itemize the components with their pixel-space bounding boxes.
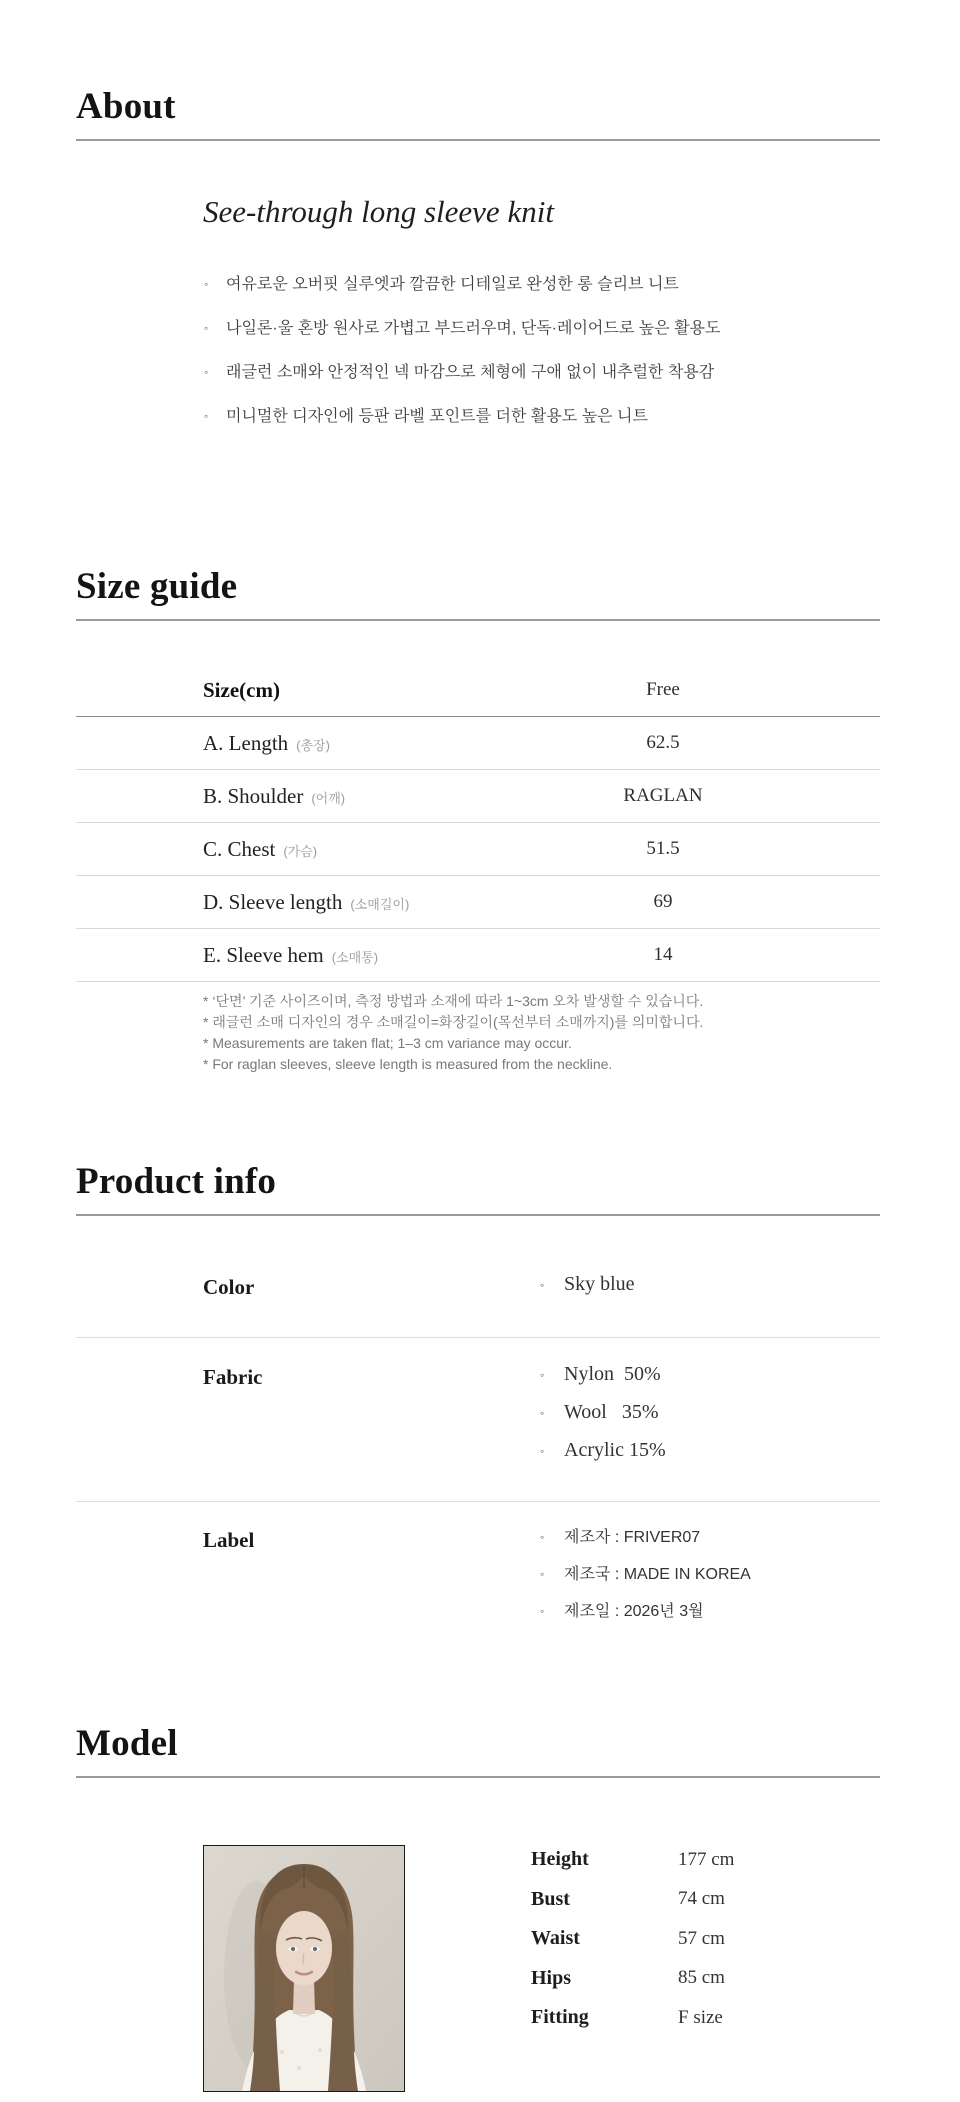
section-divider — [76, 619, 880, 621]
circle-bullet-icon: ◦ — [204, 365, 209, 379]
list-item — [540, 1394, 880, 1432]
color-row — [76, 1216, 880, 1338]
fabric-label: Fabric — [203, 1365, 263, 1389]
fabric-row — [76, 1338, 880, 1502]
measure-sublabel: (소매통) — [331, 949, 379, 965]
size-guide-heading: Size guide — [76, 566, 238, 607]
section-divider — [76, 1776, 880, 1778]
model-stats — [531, 1840, 734, 2038]
stat-value: 85 cm — [678, 1967, 725, 1989]
fabric-value: Acrylic 15% — [564, 1439, 666, 1461]
list-item — [204, 319, 880, 339]
fabric-value: Nylon 50% — [564, 1363, 661, 1385]
circle-bullet-icon: ◦ — [204, 409, 209, 423]
label-row — [76, 1502, 880, 1660]
footnote: * 래글런 소매 디자인의 경우 소매길이=화장길이(목선부터 소매까지)를 의미합니다. — [203, 1014, 704, 1030]
measure-sublabel: (어깨) — [311, 790, 346, 806]
date-value: 제조일 : 2026년 3월 — [564, 1603, 704, 1620]
circle-bullet-icon: ◦ — [540, 1368, 545, 1382]
country-value: 제조국 : MADE IN KOREA — [564, 1566, 751, 1583]
list-item — [204, 363, 880, 383]
model-portrait-illustration — [204, 1846, 404, 2091]
stat-label: Bust — [531, 1887, 570, 1910]
stat-value: 57 cm — [678, 1927, 725, 1949]
label-label: Label — [203, 1528, 255, 1552]
section-divider — [76, 139, 880, 141]
size-table-header-row — [76, 664, 880, 717]
about-bullet-text: 미니멀한 디자인에 등판 라벨 포인트를 더한 활용도 높은 니트 — [226, 408, 648, 425]
footnote: * For raglan sleeves, sleeve length is measured from the neckline. — [203, 1056, 613, 1072]
measure-value: 51.5 — [646, 838, 680, 859]
list-item — [204, 407, 880, 427]
list-item — [540, 1432, 880, 1470]
size-guide-section — [76, 565, 880, 1075]
size-column-header: Size(cm) — [203, 677, 280, 702]
fabric-value: Wool 35% — [564, 1401, 659, 1423]
stat-label: Fitting — [531, 2006, 589, 2029]
list-item — [540, 1556, 880, 1593]
table-row — [76, 717, 880, 770]
table-row — [76, 876, 880, 929]
list-item — [540, 1266, 880, 1304]
stat-value: 74 cm — [678, 1888, 725, 1910]
about-bullet-list — [204, 275, 880, 427]
stat-row — [531, 1959, 734, 1999]
circle-bullet-icon: ◦ — [204, 277, 209, 291]
measure-sublabel: (소매길이) — [350, 896, 410, 912]
model-photo — [203, 1845, 405, 2092]
color-label: Color — [203, 1275, 255, 1299]
list-item — [540, 1593, 880, 1630]
measure-value: RAGLAN — [623, 785, 703, 806]
circle-bullet-icon: ◦ — [540, 1406, 545, 1420]
free-column-header: Free — [646, 679, 680, 700]
measure-label: D. Sleeve length — [203, 889, 343, 914]
list-item — [204, 275, 880, 295]
circle-bullet-icon: ◦ — [540, 1444, 545, 1458]
measure-sublabel: (가슴) — [283, 843, 318, 859]
list-item — [540, 1356, 880, 1394]
measure-label: B. Shoulder — [203, 783, 304, 808]
stat-label: Hips — [531, 1966, 572, 1989]
stat-row — [531, 1998, 734, 2038]
product-title: See-through long sleeve knit — [203, 194, 554, 229]
circle-bullet-icon: ◦ — [540, 1604, 545, 1618]
circle-bullet-icon: ◦ — [540, 1567, 545, 1581]
table-row — [76, 770, 880, 823]
about-bullet-text: 래글런 소매와 안정적인 넥 마감으로 체형에 구애 없이 내추럴한 착용감 — [226, 364, 715, 381]
size-guide-footnotes — [76, 991, 880, 1075]
footnote: * Measurements are taken flat; 1–3 cm variance may occur. — [203, 1035, 572, 1051]
table-row — [76, 823, 880, 876]
table-row — [76, 929, 880, 982]
manufacturer-value: 제조자 : FRIVER07 — [564, 1529, 701, 1546]
measure-value: 14 — [653, 944, 673, 965]
about-section — [76, 85, 880, 451]
list-item — [540, 1519, 880, 1556]
stat-row — [531, 1919, 734, 1959]
measure-label: A. Length — [203, 730, 289, 755]
stat-row — [531, 1840, 734, 1880]
about-bullet-text: 여유로운 오버핏 실루엣과 깔끔한 디테일로 완성한 롱 슬리브 니트 — [226, 276, 679, 293]
product-info-heading: Product info — [76, 1161, 277, 1202]
circle-bullet-icon: ◦ — [540, 1530, 545, 1544]
footnote: * ‘단면’ 기준 사이즈이며, 측정 방법과 소재에 따라 1~3cm 오차 발생할 수 있습니다. — [203, 993, 704, 1009]
measure-sublabel: (총장) — [296, 737, 330, 753]
model-heading: Model — [76, 1723, 178, 1764]
measure-label: C. Chest — [203, 836, 276, 861]
stat-value: F size — [678, 2006, 723, 2028]
measure-value: 69 — [653, 891, 673, 912]
product-info-section — [76, 1160, 880, 1660]
circle-bullet-icon: ◦ — [540, 1278, 545, 1292]
measure-value: 62.5 — [646, 732, 680, 753]
about-bullet-text: 나일론·울 혼방 원사로 가볍고 부드러우며, 단독·레이어드로 높은 활용도 — [226, 320, 721, 337]
about-heading: About — [76, 86, 176, 127]
color-value: Sky blue — [564, 1273, 635, 1295]
stat-row — [531, 1880, 734, 1920]
stat-label: Waist — [531, 1927, 580, 1950]
stat-value: 177 cm — [678, 1848, 735, 1870]
stat-label: Height — [531, 1848, 589, 1871]
model-section — [76, 1722, 880, 2092]
measure-label: E. Sleeve hem — [203, 942, 324, 967]
circle-bullet-icon: ◦ — [204, 321, 209, 335]
size-table — [76, 664, 880, 982]
